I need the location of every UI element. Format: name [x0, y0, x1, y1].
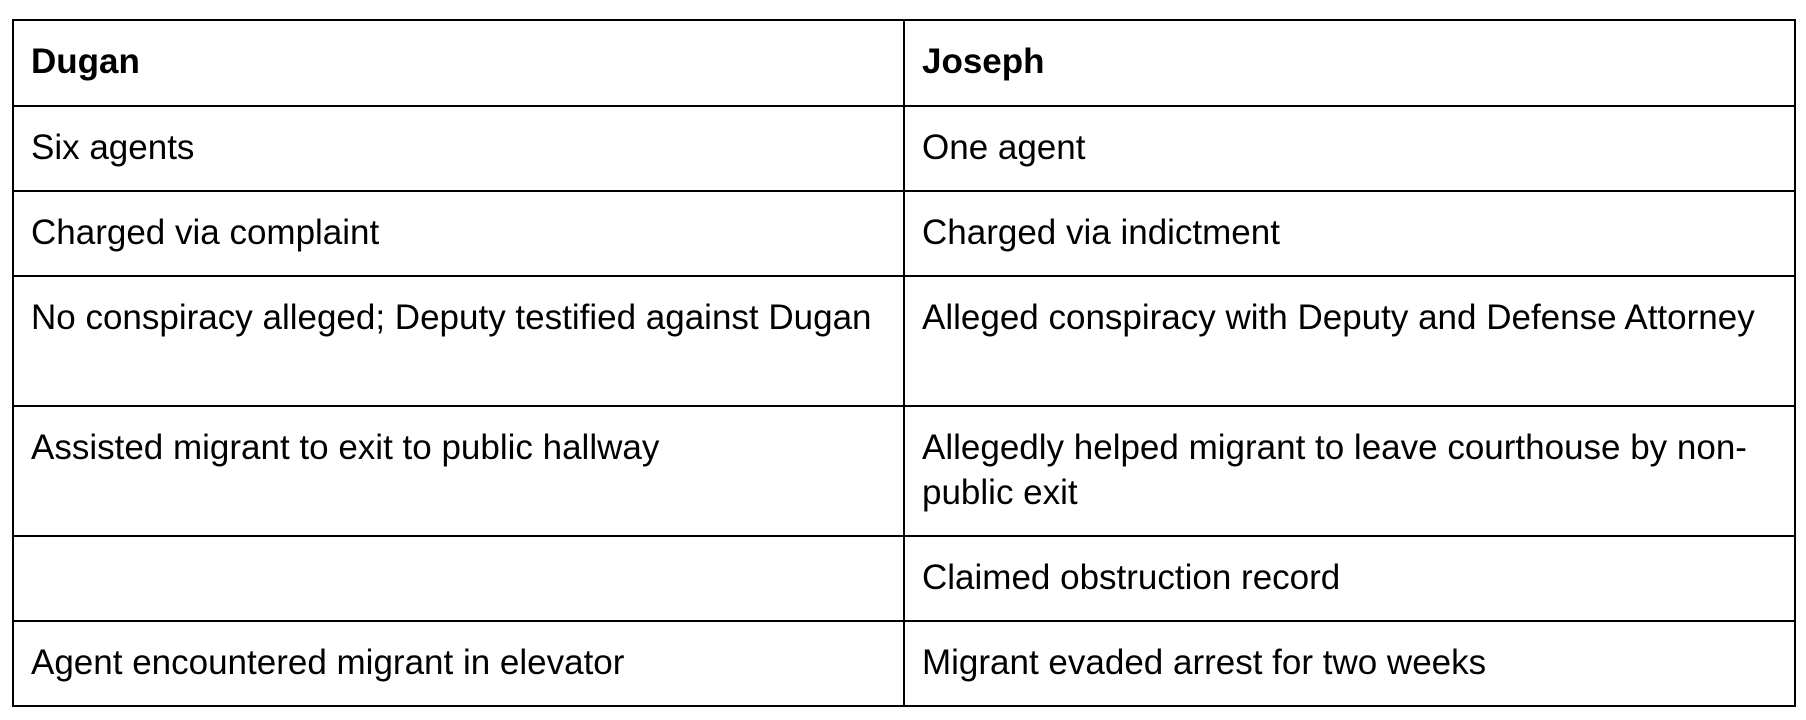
table-cell-joseph: Claimed obstruction record [904, 536, 1795, 621]
table-header [13, 20, 1795, 106]
comparison-table [12, 19, 1796, 707]
table-row [13, 106, 1795, 191]
table-body [13, 106, 1795, 706]
table-row [13, 276, 1795, 406]
table-row [13, 191, 1795, 276]
table-cell-dugan: Assisted migrant to exit to public hallway [13, 406, 904, 536]
table-cell-dugan: Charged via complaint [13, 191, 904, 276]
table-cell-joseph: Migrant evaded arrest for two weeks [904, 621, 1795, 706]
column-header-joseph: Joseph [904, 20, 1795, 106]
table-cell-dugan: Agent encountered migrant in elevator [13, 621, 904, 706]
table-cell-dugan: Six agents [13, 106, 904, 191]
table-row [13, 536, 1795, 621]
table-cell-joseph: Charged via indictment [904, 191, 1795, 276]
table-row [13, 406, 1795, 536]
table-cell-joseph: Alleged conspiracy with Deputy and Defense Attorney [904, 276, 1795, 406]
table-row [13, 621, 1795, 706]
table-cell-dugan: No conspiracy alleged; Deputy testified against Dugan [13, 276, 904, 406]
table-cell-dugan [13, 536, 904, 621]
table-cell-joseph: Allegedly helped migrant to leave courthouse by non-public exit [904, 406, 1795, 536]
column-header-dugan: Dugan [13, 20, 904, 106]
table-cell-joseph: One agent [904, 106, 1795, 191]
header-row [13, 20, 1795, 106]
